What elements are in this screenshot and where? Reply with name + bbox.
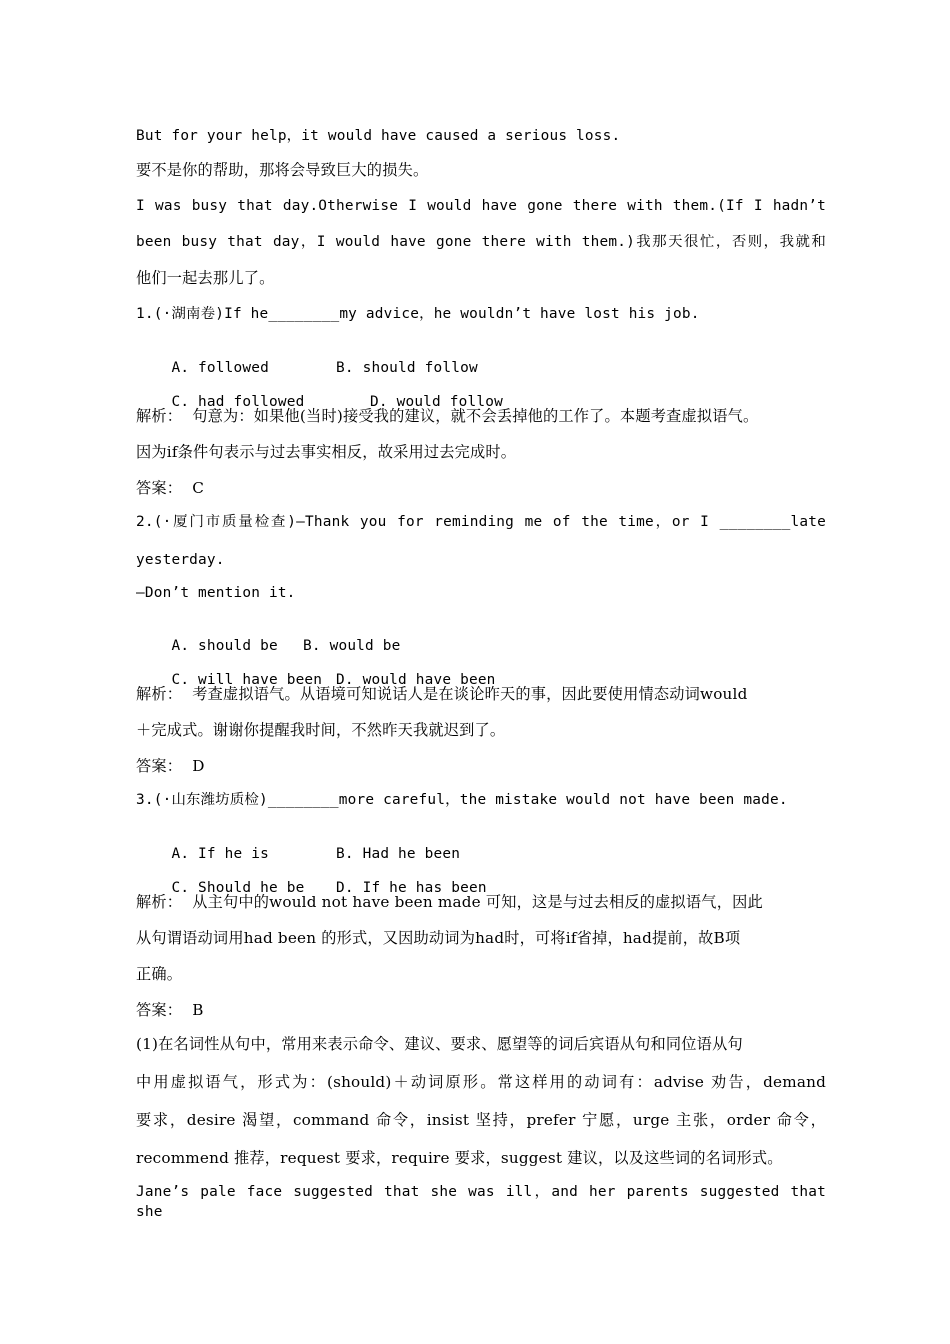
example1-chinese: 要不是你的帮助，那将会导致巨大的损失。 (136, 161, 429, 179)
q2-option-c: C. will have been (171, 672, 323, 688)
question1-analysis-line2: 因为if条件句表示与过去事实相反，故采用过去完成时。 (136, 443, 517, 461)
question2-stem-line1: 2.(·厦门市质量检查)—Thank you for reminding me of the time，or I ________late (136, 514, 826, 530)
q1-option-d: D. would follow (370, 394, 503, 410)
q3-option-a: A. If he is (171, 846, 269, 862)
q2-option-d: D. would have been (336, 672, 496, 688)
question2-analysis-line2: ＋完成式。谢谢你提醒我时间，不然昨天我就迟到了。 (136, 721, 506, 739)
question2-analysis-line1: 解析： 考查虚拟语气。从语境可知说话人是在谈论昨天的事，因此要使用情态动词would (136, 685, 748, 703)
question1-analysis-line1: 解析： 句意为：如果他(当时)接受我的建议，就不会丢掉他的工作了。本题考查虚拟语气。 (136, 407, 759, 425)
question3-stem: 3.(·山东潍坊质检)________more careful，the mistake would not have been made. (136, 792, 788, 808)
example2-line1: I was busy that day.Otherwise I would have gone there with them.(If I hadn’t (136, 198, 826, 214)
q2-option-a: A. should be (171, 638, 278, 654)
q3-option-d: D. If he has been (336, 880, 487, 896)
q2-option-b: B. would be (303, 638, 401, 654)
question3-analysis-line1: 解析： 从主句中的would not have been made 可知，这是与过去相反的虚拟语气，因此 (136, 893, 763, 911)
rule-line1: (1)在名词性从句中，常用来表示命令、建议、要求、愿望等的词后宾语从句和同位语从句 (136, 1035, 743, 1053)
question3-analysis-line3: 正确。 (136, 965, 183, 983)
rule-line2: 中用虚拟语气，形式为：(should)＋动词原形。常这样用的动词有：advise 劝告，demand (136, 1073, 826, 1091)
q1-option-b: B. should follow (336, 360, 478, 376)
question1-answer: 答案： C (136, 479, 205, 497)
example1-english: But for your help，it would have caused a serious loss. (136, 128, 621, 144)
rule-line4: recommend 推荐，request 要求，require 要求，suggest 建议，以及这些词的名词形式。 (136, 1149, 783, 1167)
rule-line3: 要求，desire 渴望，command 命令，insist 坚持，prefer 宁愿，urge 主张，order 命令， (136, 1111, 826, 1129)
example2-line2: been busy that day，I would have gone there with them.)我那天很忙，否则，我就和 (136, 234, 826, 250)
document-page (136, 0, 826, 1344)
q3-option-b: B. Had he been (336, 846, 461, 862)
question2-stem-line2: yesterday. (136, 552, 225, 568)
rule-example-line: Jane’s pale face suggested that she was ill，and her parents suggested that she (136, 1184, 826, 1220)
question2-answer: 答案： D (136, 757, 205, 775)
question3-answer: 答案： B (136, 1001, 204, 1019)
q1-option-a: A. followed (171, 360, 269, 376)
question3-analysis-line2: 从句谓语动词用had been 的形式，又因助动词为had时，可将if省掉，had提前，故B项 (136, 929, 741, 947)
question1-stem: 1.(·湖南卷)If he________my advice，he wouldn’t have lost his job. (136, 306, 700, 322)
question2-reply: —Don’t mention it. (136, 585, 296, 601)
q3-option-c: C. Should he be (171, 880, 305, 896)
example2-line3: 他们一起去那儿了。 (136, 269, 275, 287)
q1-option-c: C. had followed (171, 394, 305, 410)
